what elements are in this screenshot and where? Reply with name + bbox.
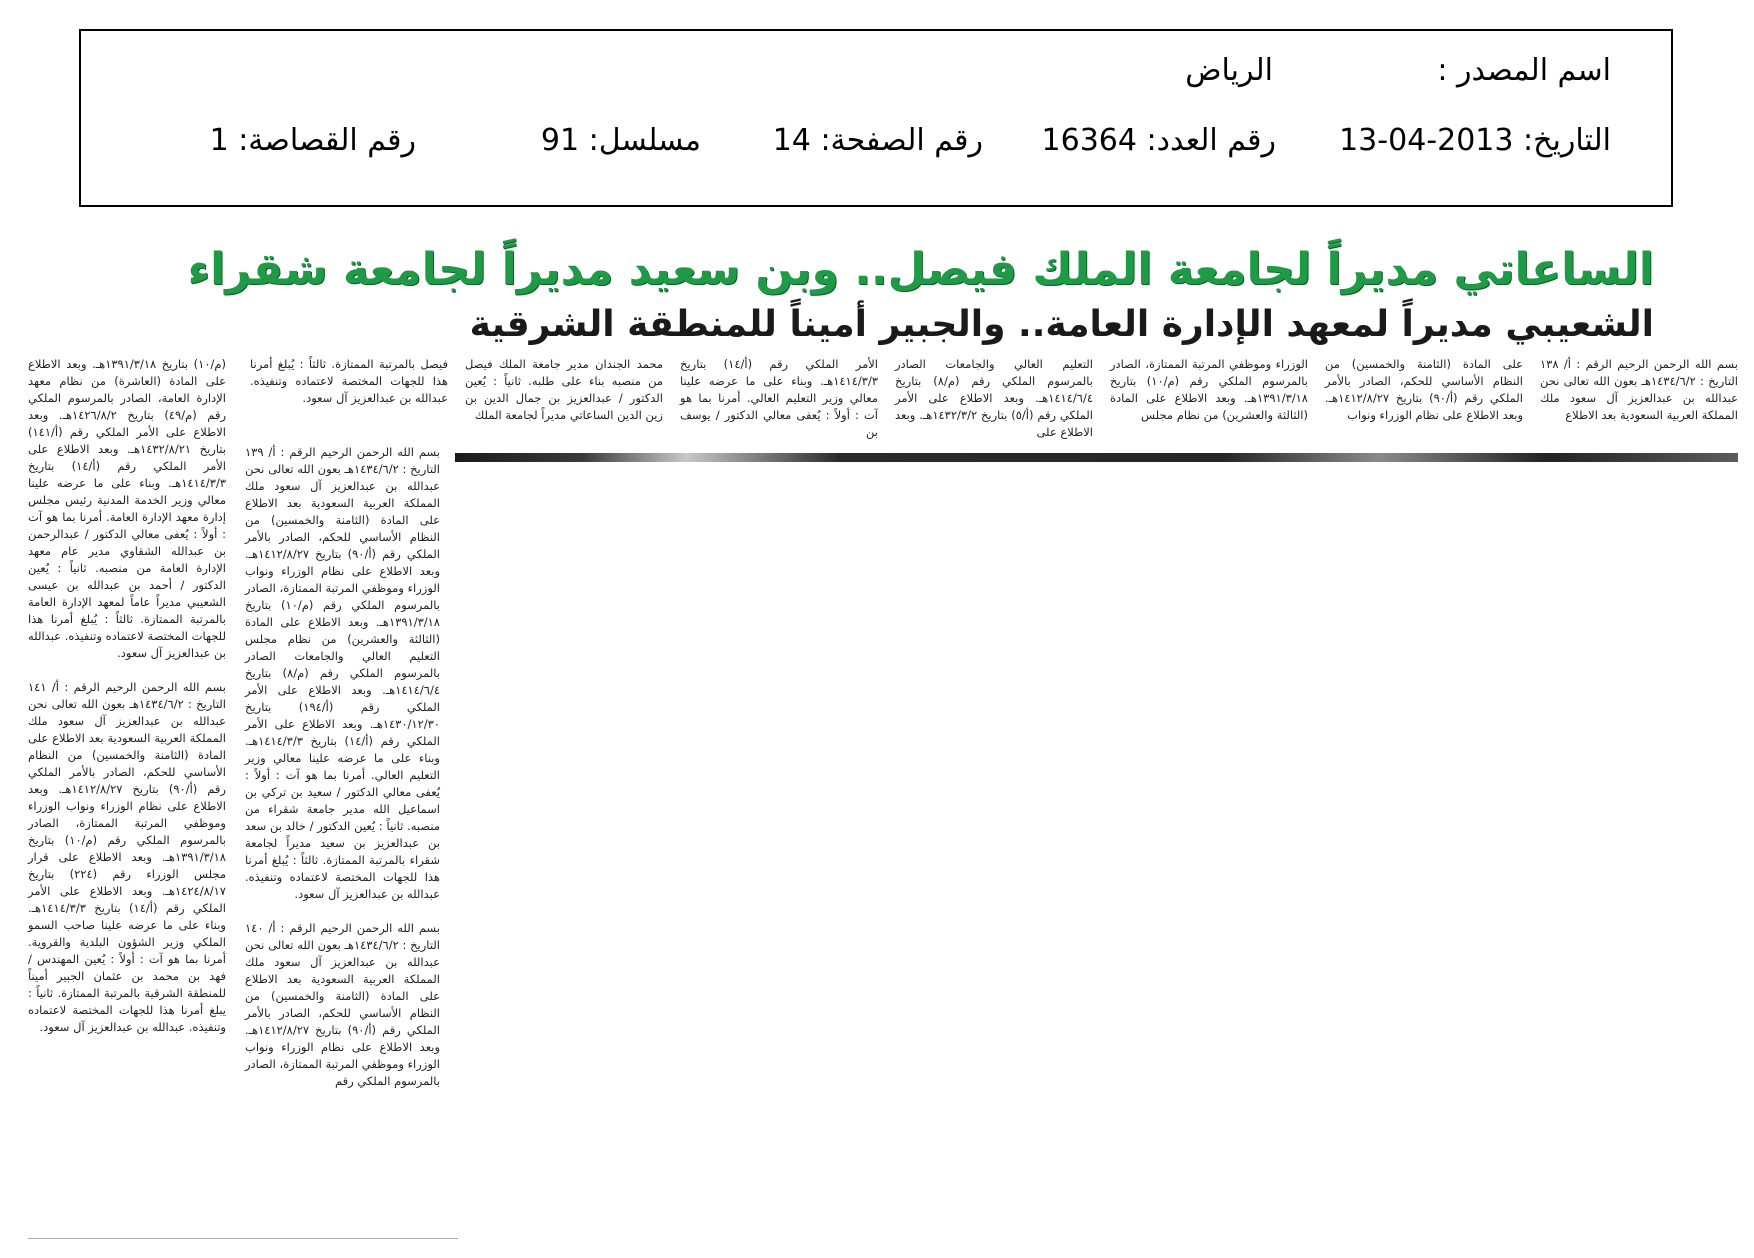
photo-strip-divider <box>455 453 1738 462</box>
issue-number-field: رقم العدد: 16364 <box>1041 123 1276 158</box>
headline-main: الساعاتي مديراً لجامعة الملك فيصل.. وبن سعيد مديراً لجامعة شقراء <box>187 244 1654 295</box>
page-number-field: رقم الصفحة: 14 <box>772 123 983 158</box>
top-column-3: الوزراء وموظفي المرتبة الممتازة، الصادر بالمرسوم الملكي رقم (م/١٠) بتاريخ ١٣٩١/٣/١٨هـ. وبعد الاطلاع على المادة (الثالثة والعشرين) من نظام مجلس <box>1106 357 1308 422</box>
top-column-4: التعليم العالي والجامعات الصادر بالمرسوم الملكي رقم (م/٨) بتاريخ ١٤١٤/٦/٤هـ. وبعد الاطلاع على الأمر الملكي رقم (أ/٥) بتاريخ ١٤٣٢/٣/٢هـ. وبعد الاطلاع على <box>891 357 1093 439</box>
headline-sub: الشعيبي مديراً لمعهد الإدارة العامة.. والجبير أميناً للمنطقة الشرقية <box>469 304 1654 345</box>
top-column-7: فيصل بالمرتبة الممتازة. ثالثاً : يُبلغ أمرنا هذا للجهات المختصة لاعتماده وتنفيذه. عبدالله بن عبدالعزيز آل سعود. <box>246 357 448 405</box>
top-column-1: بسم الله الرحمن الرحيم الرقم : أ/ ١٣٨ التاريخ : ١٤٣٤/٦/٢هـ بعون الله تعالى نحن عبدالله بن عبدالعزيز آل سعود ملك المملكة العربية السعودية بعد الاطلاع <box>1536 357 1738 422</box>
clipping-bottom-rule <box>28 1238 458 1239</box>
source-value: الرياض <box>1185 53 1273 88</box>
left-column: (م/١٠) بتاريخ ١٣٩١/٣/١٨هـ. وبعد الاطلاع على المادة (العاشرة) من نظام معهد الإدارة العامة، الصادر بالمرسوم الملكي رقم (م/٤٩) بتاريخ ١٤٢٦/٨/٢هـ. وبعد الاطلاع على الأمر الملكي رقم (أ/١٤١) بتاريخ ١٤٣٢/٨/٢١هـ. وبعد الاطلاع على الأمر الملكي رقم (أ/١٤) بتاريخ ١٤١٤/٣/٣هـ. وبناء على ما عرضه علينا معالي وزير الخدمة المدنية رئيس مجلس إدارة معهد الإدارة العامة. أمرنا بما هو آت : أولاً : يُعفى معالي الدكتور / عبدالرحمن بن عبدالله الشقاوي مدير عام معهد الإدارة العامة من منصبه. ثانياً : يُعين الدكتور / أحمد بن عبدالله بن عيسى الشعيبي مديراً عاماً لمعهد الإدارة العامة بالمرتبة الممتازة. ثالثاً : يُبلغ أمرنا هذا للجهات المختصة لاعتماده وتنفيذه. عبدالله بن عبدالعزيز آل سعود. بسم الله الرحمن الرحيم الرقم : أ/ ١٤١ التاريخ : ١٤٣٤/٦/٢هـ بعون الله تعالى نحن عبدالله بن عبدالعزيز آل سعود ملك المملكة العربية السعودية بعد الاطلاع على المادة (الثامنة والخمسين) من النظام الأساسي للحكم، الصادر بالأمر الملكي رقم (أ/٩٠) بتاريخ ١٤١٢/٨/٢٧هـ. وبعد الاطلاع على نظام الوزراء ونواب الوزراء وموظفي المرتبة الممتازة، الصادر بالمرسوم الملكي رقم (م/١٠) بتاريخ ١٣٩١/٣/١٨هـ. وبعد الاطلاع على قرار مجلس الوزراء رقم (٢٢٤) بتاريخ ١٤٢٤/٨/١٧هـ. وبعد الاطلاع على الأمر الملكي رقم (أ/١٤) بتاريخ ١٤١٤/٣/٣هـ. وبناء على ما عرضه علينا صاحب السمو الملكي وزير الشؤون البلدية والقروية. أمرنا بما هو آت : أولاً : يُعين المهندس / فهد بن محمد بن عثمان الجبير أميناً للمنطقة الشرقية بالمرتبة الممتازة. ثانياً : يبلغ أمرنا هذا للجهات المختصة لاعتماده وتنفيذه. عبدالله بن عبدالعزيز آل سعود. <box>28 357 227 1034</box>
middle-column: بسم الله الرحمن الرحيم الرقم : أ/ ١٣٩ التاريخ : ١٤٣٤/٦/٢هـ بعون الله تعالى نحن عبدالله بن عبدالعزيز آل سعود ملك المملكة العربية السعودية بعد الاطلاع على المادة (الثامنة والخمسين) من النظام الأساسي للحكم، الصادر بالأمر الملكي رقم (أ/٩٠) بتاريخ ١٤١٢/٨/٢٧هـ. وبعد الاطلاع على نظام الوزراء ونواب الوزراء وموظفي المرتبة الممتازة، الصادر بالمرسوم الملكي رقم (م/١٠) بتاريخ ١٣٩١/٣/١٨هـ. وبعد الاطلاع على المادة (الثالثة والعشرين) من نظام مجلس التعليم العالي والجامعات الصادر بالمرسوم الملكي رقم (م/٨) بتاريخ ١٤١٤/٦/٤هـ. وبعد الاطلاع على الأمر الملكي رقم (أ/١٩٤) بتاريخ ١٤٣٠/١٢/٣٠هـ. وبعد الاطلاع على الأمر الملكي رقم (أ/١٤) بتاريخ ١٤١٤/٣/٣هـ. وبناء على ما عرضه علينا معالي وزير التعليم العالي. أمرنا بما هو آت : أولاً : يُعفى معالي الدكتور / سعيد بن تركي بن اسماعيل الله مدير جامعة شقراء من منصبه. ثانياً : يُعين الدكتور / خالد بن سعد بن عبدالعزيز بن سعيد مديراً لجامعة شقراء بالمرتبة الممتازة. ثالثاً : يُبلغ أمرنا هذا للجهات المختصة لاعتماده وتنفيذه. عبدالله بن عبدالعزيز آل سعود. بسم الله الرحمن الرحيم الرقم : أ/ ١٤٠ التاريخ : ١٤٣٤/٦/٢هـ بعون الله تعالى نحن عبدالله بن عبدالعزيز آل سعود ملك المملكة العربية السعودية بعد الاطلاع على المادة (الثامنة والخمسين) من النظام الأساسي للحكم، الصادر بالأمر الملكي رقم (أ/٩٠) بتاريخ ١٤١٢/٨/٢٧هـ. وبعد الاطلاع على نظام الوزراء ونواب الوزراء وموظفي المرتبة الممتازة، الصادر بالمرسوم الملكي رقم <box>245 445 440 1088</box>
clipping-metadata-box <box>79 29 1673 207</box>
newspaper-clipping <box>28 236 1738 1246</box>
source-label: اسم المصدر : <box>1437 53 1611 88</box>
serial-field: مسلسل: 91 <box>540 123 701 158</box>
top-column-6: محمد الجندان مدير جامعة الملك فيصل من منصبه بناء على طلبه. ثانياً : يُعين الدكتور / عبدالعزيز بن جمال الدين بن زين الدين الساعاتي مديراً لجامعة الملك <box>461 357 663 422</box>
clip-number-field: رقم القصاصة: 1 <box>209 123 416 158</box>
date-field: التاريخ: 2013-04-13 <box>1339 123 1611 158</box>
top-column-2: على المادة (الثامنة والخمسين) من النظام الأساسي للحكم، الصادر بالأمر الملكي رقم (أ/٩٠) بتاريخ ١٤١٢/٨/٢٧هـ. وبعد الاطلاع على نظام الوزراء ونواب <box>1321 357 1523 422</box>
top-column-5: الأمر الملكي رقم (أ/١٤) بتاريخ ١٤١٤/٣/٣هـ. وبناء على ما عرضه علينا معالي وزير التعليم العالي. أمرنا بما هو آت : أولاً : يُعفى معالي الدكتور / يوسف بن <box>676 357 879 439</box>
